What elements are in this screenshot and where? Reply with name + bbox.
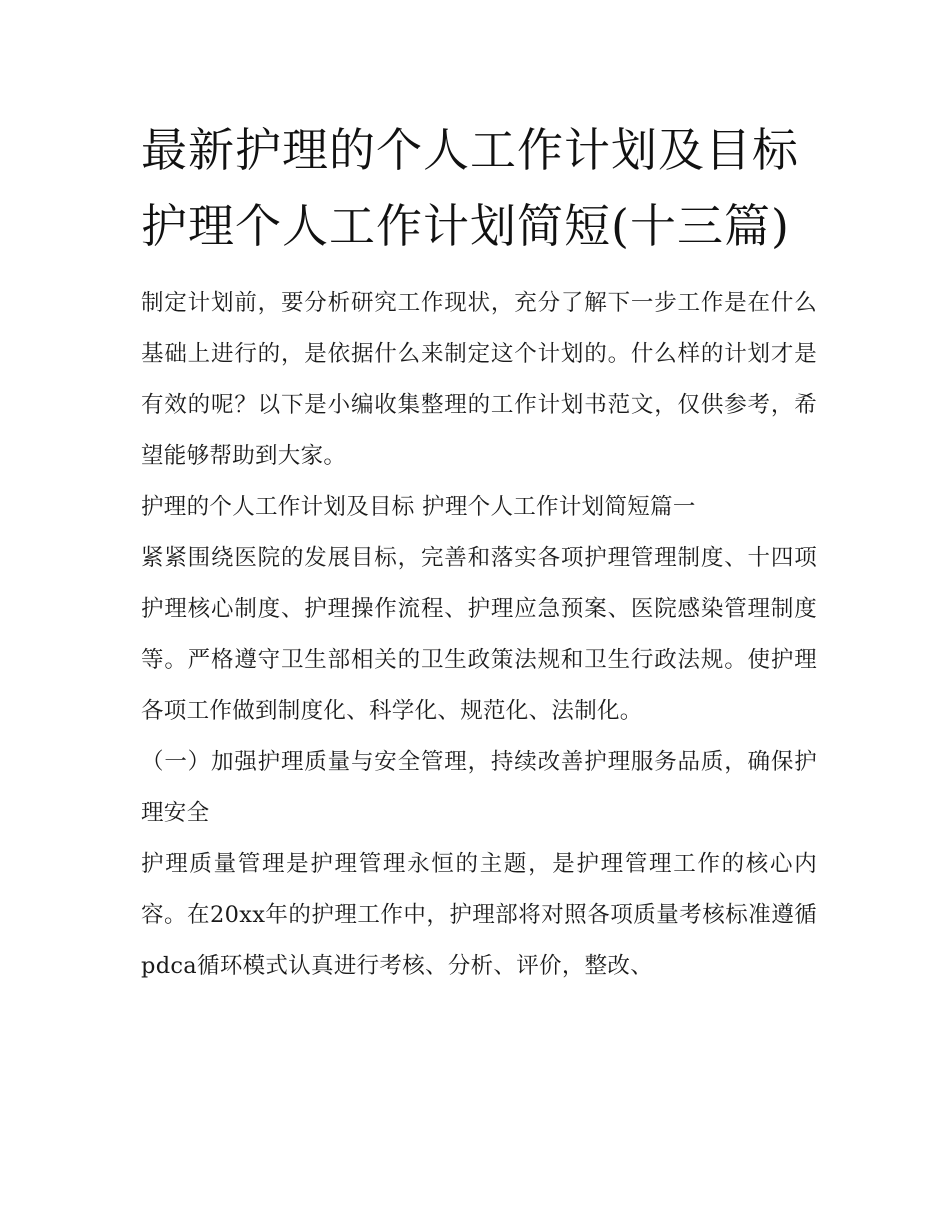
section-heading: 护理的个人工作计划及目标 护理个人工作计划简短篇一: [141, 494, 696, 520]
subheading-1: （一）加强护理质量与安全管理，持续改善护理服务品质，确保护理安全: [141, 749, 817, 826]
body-paragraph-2: 护理质量管理是护理管理永恒的主题，是护理管理工作的核心内容。在20xx年的护理工作中，护理部将对照各项质量考核标准遵循pdca循环模式认真进行考核、分析、评价，整改、: [141, 851, 817, 979]
body-paragraph-1: 紧紧围绕医院的发展目标，完善和落实各项护理管理制度、十四项护理核心制度、护理操作流程、护理应急预案、医院感染管理制度等。严格遵守卫生部相关的卫生政策法规和卫生行政法规。使护理各项工作做到制度化、科学化、规范化、法制化。: [141, 545, 817, 724]
title-spacer: [141, 264, 817, 278]
document-title: 最新护理的个人工作计划及目标 护理个人工作计划简短(十三篇): [141, 123, 799, 253]
intro-paragraph: 制定计划前，要分析研究工作现状，充分了解下一步工作是在什么基础上进行的，是依据什么来制定这个计划的。什么样的计划才是有效的呢？以下是小编收集整理的工作计划书范文，仅供参考，希望能够帮助到大家。: [141, 290, 817, 469]
document-page: [141, 112, 817, 992]
